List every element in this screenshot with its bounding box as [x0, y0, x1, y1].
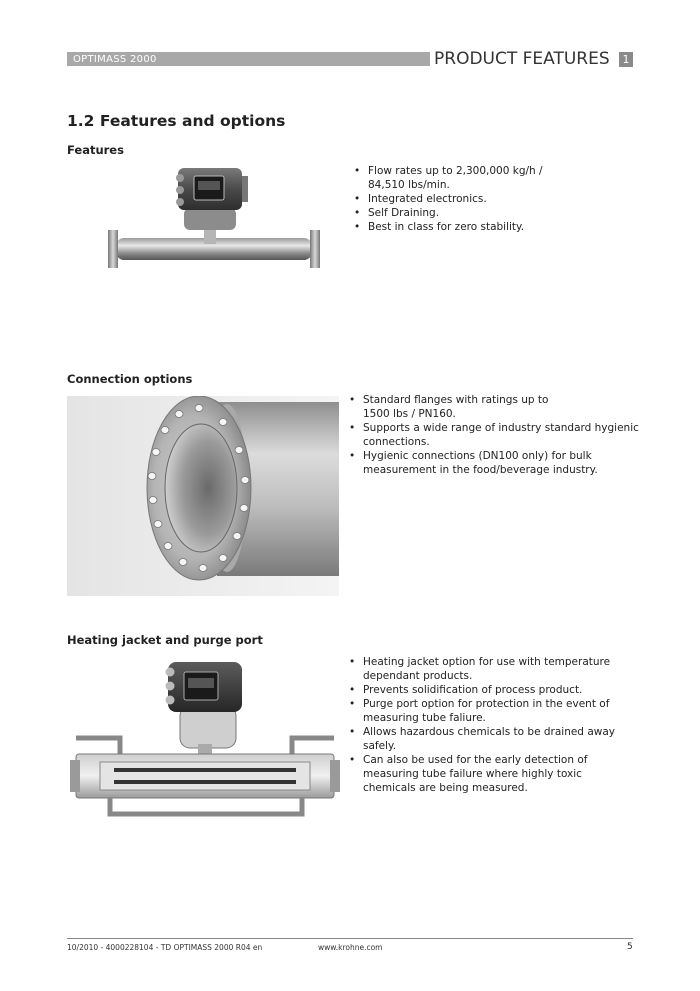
chapter-number-badge: 1: [619, 52, 633, 67]
bullet-text: Flow rates up to 2,300,000 kg/h /: [368, 165, 543, 177]
footer-divider: [67, 938, 633, 939]
list-item: [349, 683, 649, 697]
list-item: [349, 421, 649, 449]
list-item: [349, 655, 649, 683]
bullet-text-continuation: measuring tube failure where highly toxic: [363, 768, 582, 780]
bullet-text: Can also be used for the early detection of: [363, 754, 588, 766]
flange-photo: [67, 396, 339, 596]
bullet-text: Purge port option for protection in the event of: [363, 698, 610, 710]
list-item: [349, 393, 649, 421]
bullet-text-continuation: measurement in the food/beverage industry.: [363, 464, 598, 476]
page-title: 1.2 Features and options: [67, 112, 286, 130]
list-item: [349, 725, 649, 753]
features-list: [354, 164, 654, 234]
bullet-text-continuation: measuring tube faliure.: [363, 712, 486, 724]
bullet-text-continuation: 84,510 lbs/min.: [368, 179, 450, 191]
bullet-text-continuation: dependant products.: [363, 670, 473, 682]
bullet-text-continuation: safely.: [363, 740, 397, 752]
footer-website-link[interactable]: www.krohne.com: [318, 943, 383, 952]
heating-jacket-list: [349, 655, 649, 795]
bullet-text: Allows hazardous chemicals to be drained away: [363, 726, 615, 738]
header-section-title: PRODUCT FEATURES: [434, 49, 610, 69]
list-item: • Best in class for zero stability.: [354, 220, 654, 234]
bullet-text: Standard flanges with ratings up to: [363, 394, 549, 406]
bullet-text: Heating jacket option for use with temperature: [363, 656, 611, 668]
list-item: • Self Draining.: [354, 206, 654, 220]
bullet-text-continuation: connections.: [363, 436, 430, 448]
footer-document-id: 10/2010 - 4000228104 - TD OPTIMASS 2000 R04 en: [67, 943, 263, 952]
heating-jacket-figure: [70, 656, 340, 824]
flowmeter-figure: [106, 160, 322, 282]
list-item: [354, 164, 654, 192]
list-item: • Integrated electronics.: [354, 192, 654, 206]
features-heading: Features: [67, 143, 124, 157]
list-item: [349, 697, 649, 725]
heating-jacket-heading: Heating jacket and purge port: [67, 633, 263, 647]
bullet-text-continuation: 1500 lbs / PN160.: [363, 408, 456, 420]
bullet-text: Supports a wide range of industry standard hygienic: [363, 422, 639, 434]
bullet-text-continuation: chemicals are being measured.: [363, 782, 528, 794]
list-item: [349, 753, 649, 795]
connection-options-heading: Connection options: [67, 372, 193, 386]
bullet-text: Prevents solidification of process product.: [363, 684, 583, 696]
header-product-name: OPTIMASS 2000: [73, 54, 157, 65]
bullet-text: Hygienic connections (DN100 only) for bulk: [363, 450, 592, 462]
connection-options-list: [349, 393, 649, 477]
list-item: [349, 449, 649, 477]
page-number: 5: [627, 942, 633, 952]
